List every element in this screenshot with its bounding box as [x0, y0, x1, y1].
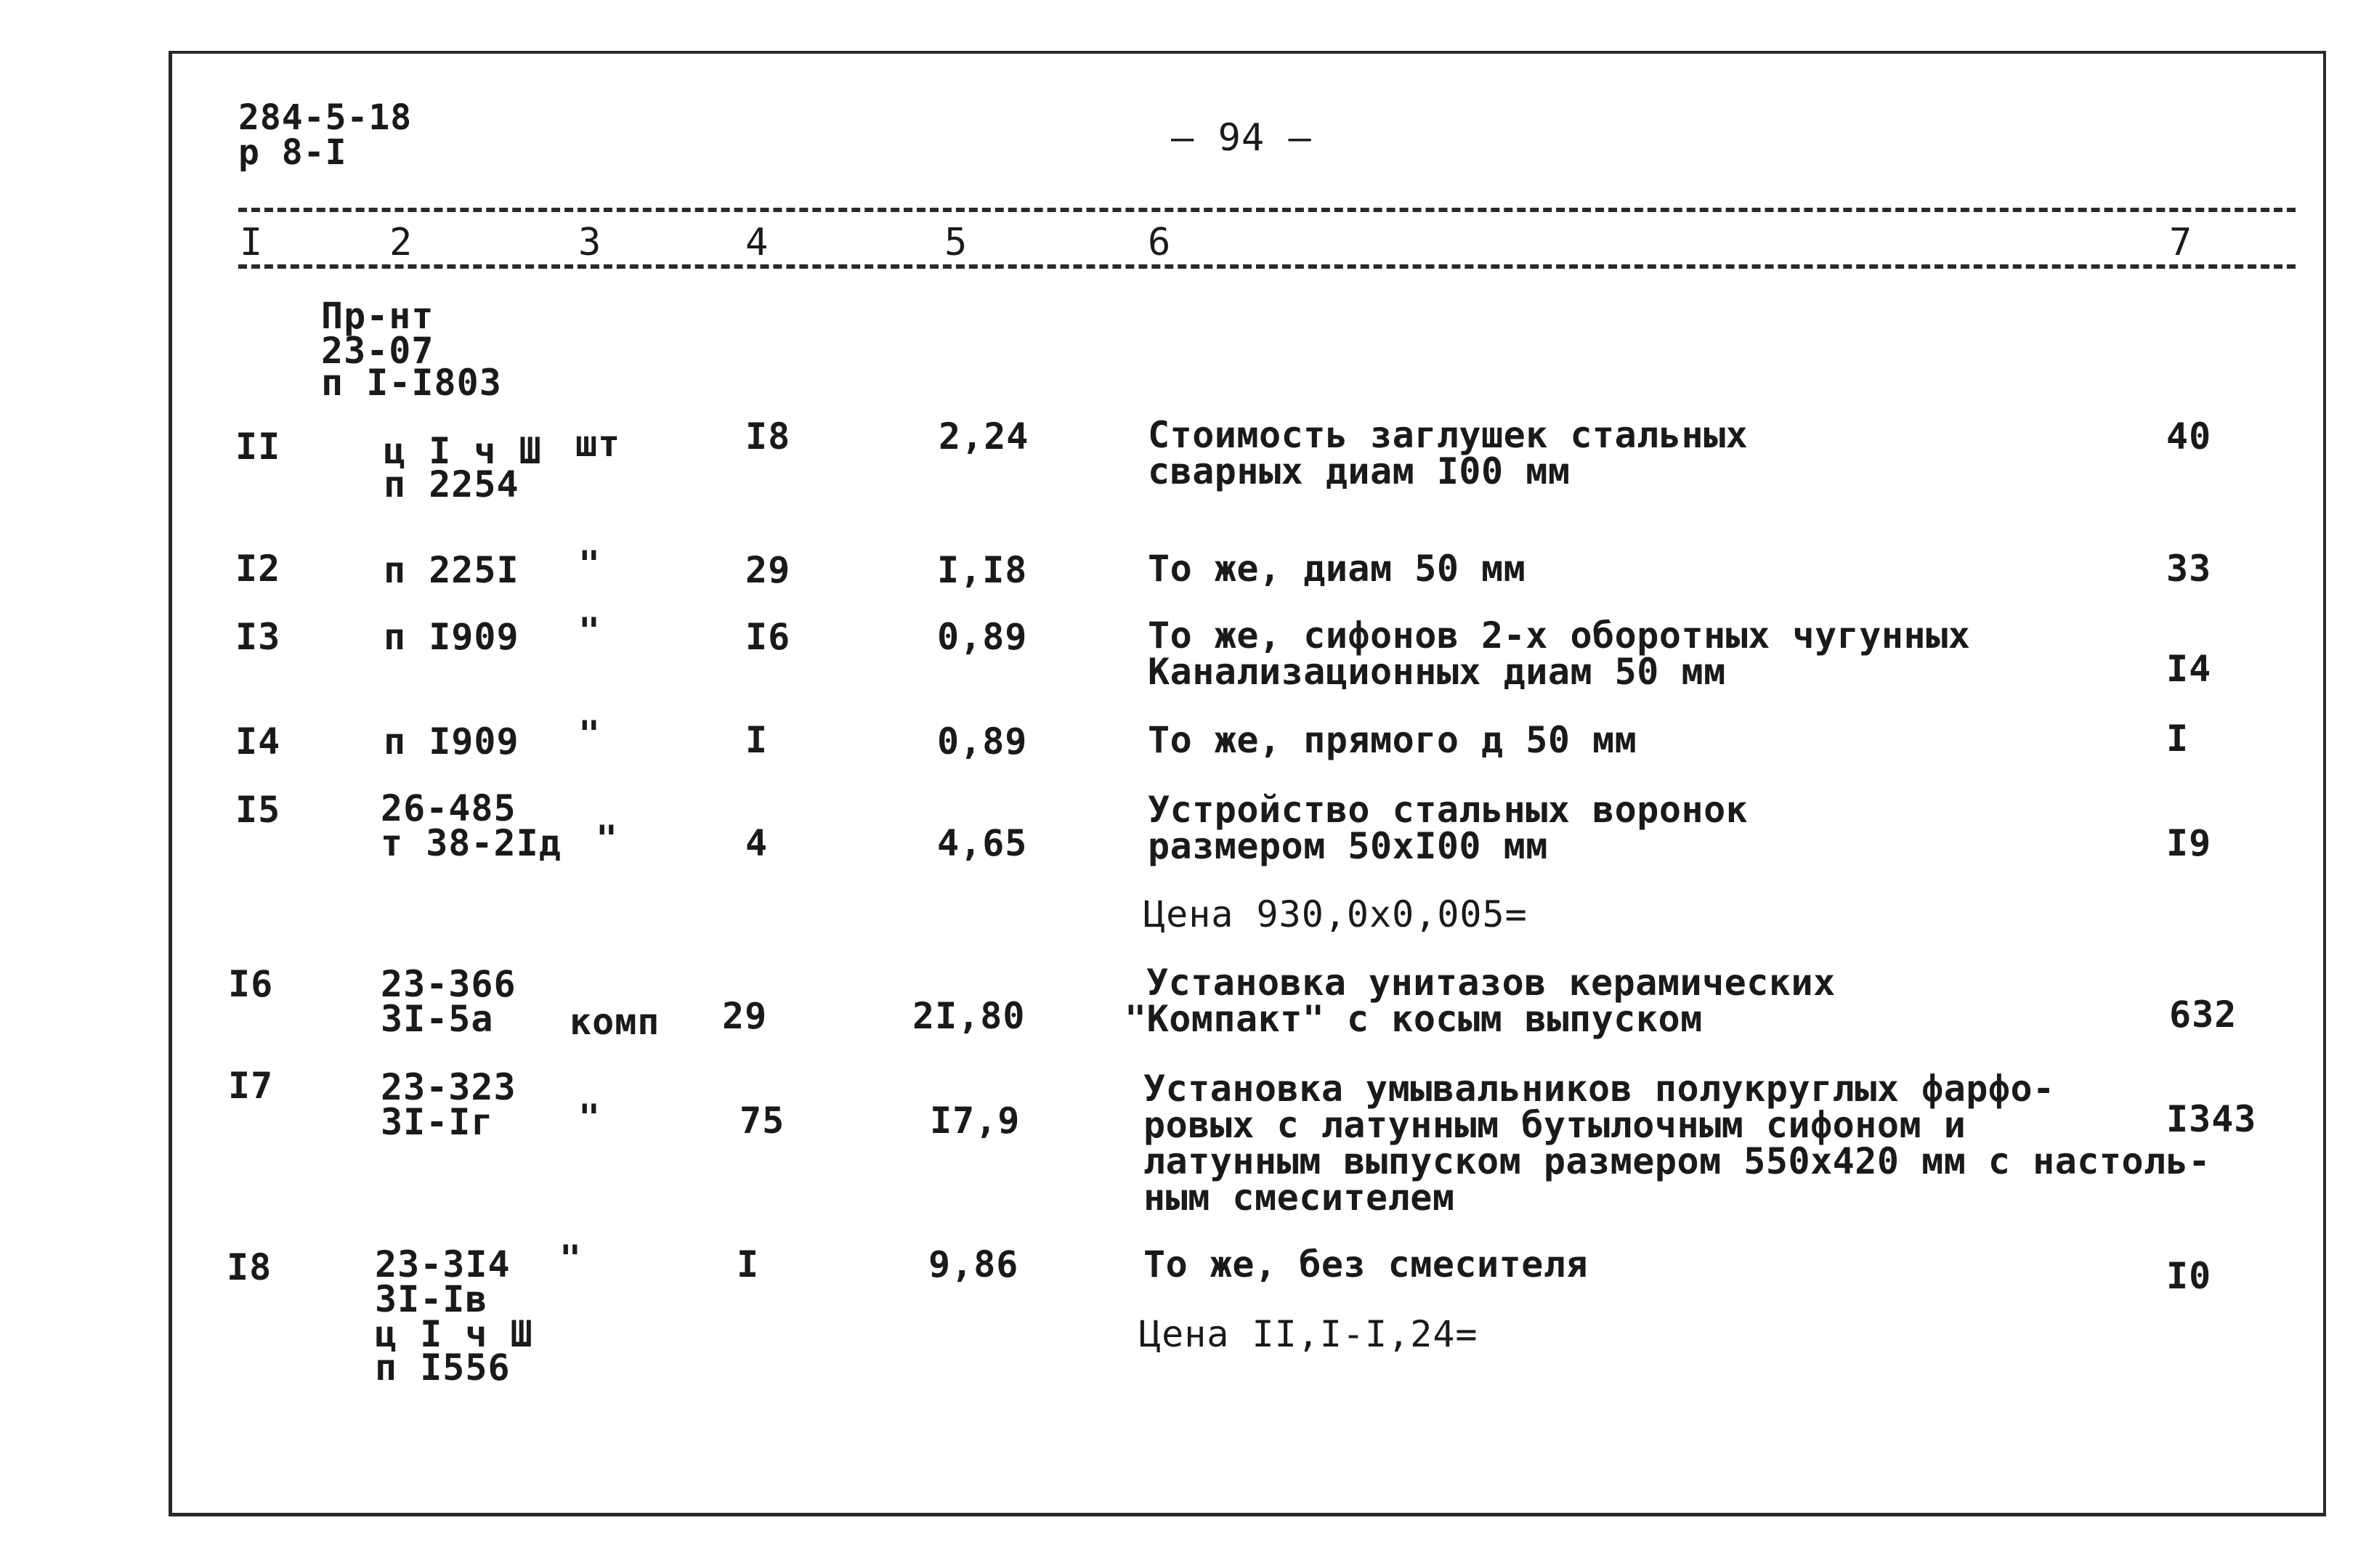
row-13-qty: I6: [745, 616, 791, 658]
row-16-description: [1125, 962, 1836, 1040]
row-11-description-line-2: сварных диам I00 мм: [1148, 450, 1571, 492]
row-17-description: [1143, 1068, 2211, 1219]
column-number-6: 6: [1148, 221, 1172, 264]
row-17-ref-2: 3I-Iг: [381, 1101, 494, 1143]
row-15-description-line-2: размером 50хI00 мм: [1148, 825, 1548, 867]
row-15-ref-2: т 38-2Iд: [381, 822, 562, 864]
page-frame: [169, 51, 2326, 1516]
row-17-qty: 75: [740, 1100, 785, 1142]
row-13-price: 0,89: [937, 616, 1028, 658]
row-11-price: 2,24: [939, 415, 1029, 458]
row-14-qty: I: [745, 719, 769, 761]
row-14-description-line-1: То же, прямого д 50 мм: [1148, 719, 1637, 761]
row-12-qty: 29: [745, 549, 791, 591]
row-16-ref-1: 23-366: [381, 963, 516, 1005]
row-18-ref-4: п I556: [375, 1346, 511, 1389]
row-17-ref-1: 23-323: [381, 1066, 516, 1108]
row-17-total: I343: [2166, 1098, 2257, 1140]
row-12-description: [1148, 548, 1526, 590]
row-15-qty: 4: [745, 822, 769, 864]
row-11-qty: I8: [745, 415, 791, 458]
row-12-unit: ": [578, 543, 601, 585]
row-12-number: I2: [235, 548, 281, 590]
row-17-number: I7: [228, 1065, 274, 1107]
row-17-price: I7,9: [930, 1100, 1021, 1142]
row-14-total: I: [2166, 718, 2189, 760]
row-16-unit: комп: [570, 1001, 660, 1043]
row-18-ref-3: ц I ч Ш: [375, 1313, 533, 1355]
row-15-ref-1: 26-485: [381, 787, 516, 829]
row-15-number: I5: [235, 789, 281, 831]
row-16-total: 632: [2169, 994, 2237, 1036]
row-18-ref-2: 3I-Iв: [375, 1278, 488, 1320]
row-18-description: [1143, 1243, 1589, 1285]
row-13-description-line-2: Канализационных диам 50 мм: [1148, 651, 1726, 693]
row-15-total: I9: [2166, 822, 2212, 864]
row-17-description-line-1: Установка умывальников полукруглых фарфо-: [1143, 1068, 2055, 1110]
row-13-number: I3: [235, 616, 281, 658]
row-14-description: [1148, 719, 1637, 761]
row-12-total: 33: [2166, 548, 2212, 590]
row-13-description-line-1: То же, сифонов 2-х оборотных чугунных: [1148, 614, 1971, 657]
row-12-ref-1: п 225I: [384, 549, 519, 591]
preamble-line-3: п I-I803: [321, 362, 502, 404]
row-16-price: 2I,80: [912, 995, 1026, 1037]
row-17-unit: ": [578, 1097, 601, 1139]
row-18-price: 9,86: [928, 1243, 1019, 1285]
row-18-total: I0: [2166, 1255, 2212, 1297]
row-17-description-line-2: ровых с латунным бутылочным сифоном и: [1143, 1104, 1966, 1146]
page-number: — 94 —: [1171, 116, 1312, 160]
row-13-unit: ": [578, 610, 601, 652]
column-number-5: 5: [944, 221, 968, 264]
doc-sub: р 8-I: [238, 132, 347, 173]
row-16-description-line-2: "Компакт" с косым выпуском: [1125, 998, 1703, 1040]
row-17-description-line-4: ным смесителем: [1143, 1177, 1455, 1219]
dashed-rule-top: [238, 208, 2296, 212]
row-11-description: [1148, 414, 1749, 492]
row-18-unit: ": [559, 1238, 583, 1280]
row-16-description-line-1: Установка унитазов керамических: [1146, 962, 1836, 1004]
row-12-description-line-1: То же, диам 50 мм: [1148, 548, 1526, 590]
row-14-ref-1: п I909: [384, 720, 519, 763]
row-18-description-line-1: То же, без смесителя: [1143, 1243, 1589, 1285]
preamble-line-1: Пр-нт: [321, 295, 434, 337]
row-13-total: I4: [2166, 648, 2212, 690]
row-18-price-note: Цена II,I-I,24=: [1139, 1313, 1478, 1355]
row-13-ref-1: п I909: [384, 616, 519, 658]
row-12-price: I,I8: [937, 549, 1028, 591]
row-11-unit: шт: [575, 423, 621, 465]
row-18-qty: I: [737, 1243, 760, 1285]
row-14-price: 0,89: [937, 720, 1028, 763]
row-11-ref-2: п 2254: [384, 463, 519, 505]
column-number-1: I: [240, 221, 264, 264]
row-16-ref-2: 3I-5а: [381, 998, 494, 1040]
row-16-qty: 29: [722, 995, 768, 1037]
row-11-number: II: [235, 426, 281, 468]
column-number-2: 2: [389, 221, 413, 264]
row-11-total: 40: [2166, 415, 2212, 458]
row-15-description-line-1: Устройство стальных воронок: [1148, 789, 1749, 831]
preamble-line-2: 23-07: [321, 330, 434, 372]
column-number-3: 3: [578, 221, 602, 264]
column-number-7: 7: [2169, 221, 2193, 264]
row-11-ref-1: ц I ч Ш: [384, 430, 542, 472]
row-15-description: [1148, 789, 1749, 867]
row-17-description-line-3: латунным выпуском размером 550х420 мм с настоль-: [1143, 1140, 2211, 1182]
row-15-price-note: Цена 930,0х0,005=: [1143, 893, 1528, 935]
row-13-description: [1148, 614, 1971, 693]
row-18-number: I8: [227, 1246, 272, 1288]
row-11-description-line-1: Стоимость заглушек стальных: [1148, 414, 1749, 456]
row-14-unit: ": [578, 713, 601, 755]
row-15-unit: ": [596, 818, 619, 860]
row-14-number: I4: [235, 720, 281, 763]
row-16-number: I6: [228, 963, 274, 1005]
row-15-price: 4,65: [937, 822, 1028, 864]
row-18-ref-1: 23-3I4: [375, 1243, 511, 1285]
column-number-4: 4: [745, 221, 769, 264]
dashed-rule-bottom: [238, 264, 2296, 269]
doc-code: 284-5-18: [238, 97, 413, 138]
